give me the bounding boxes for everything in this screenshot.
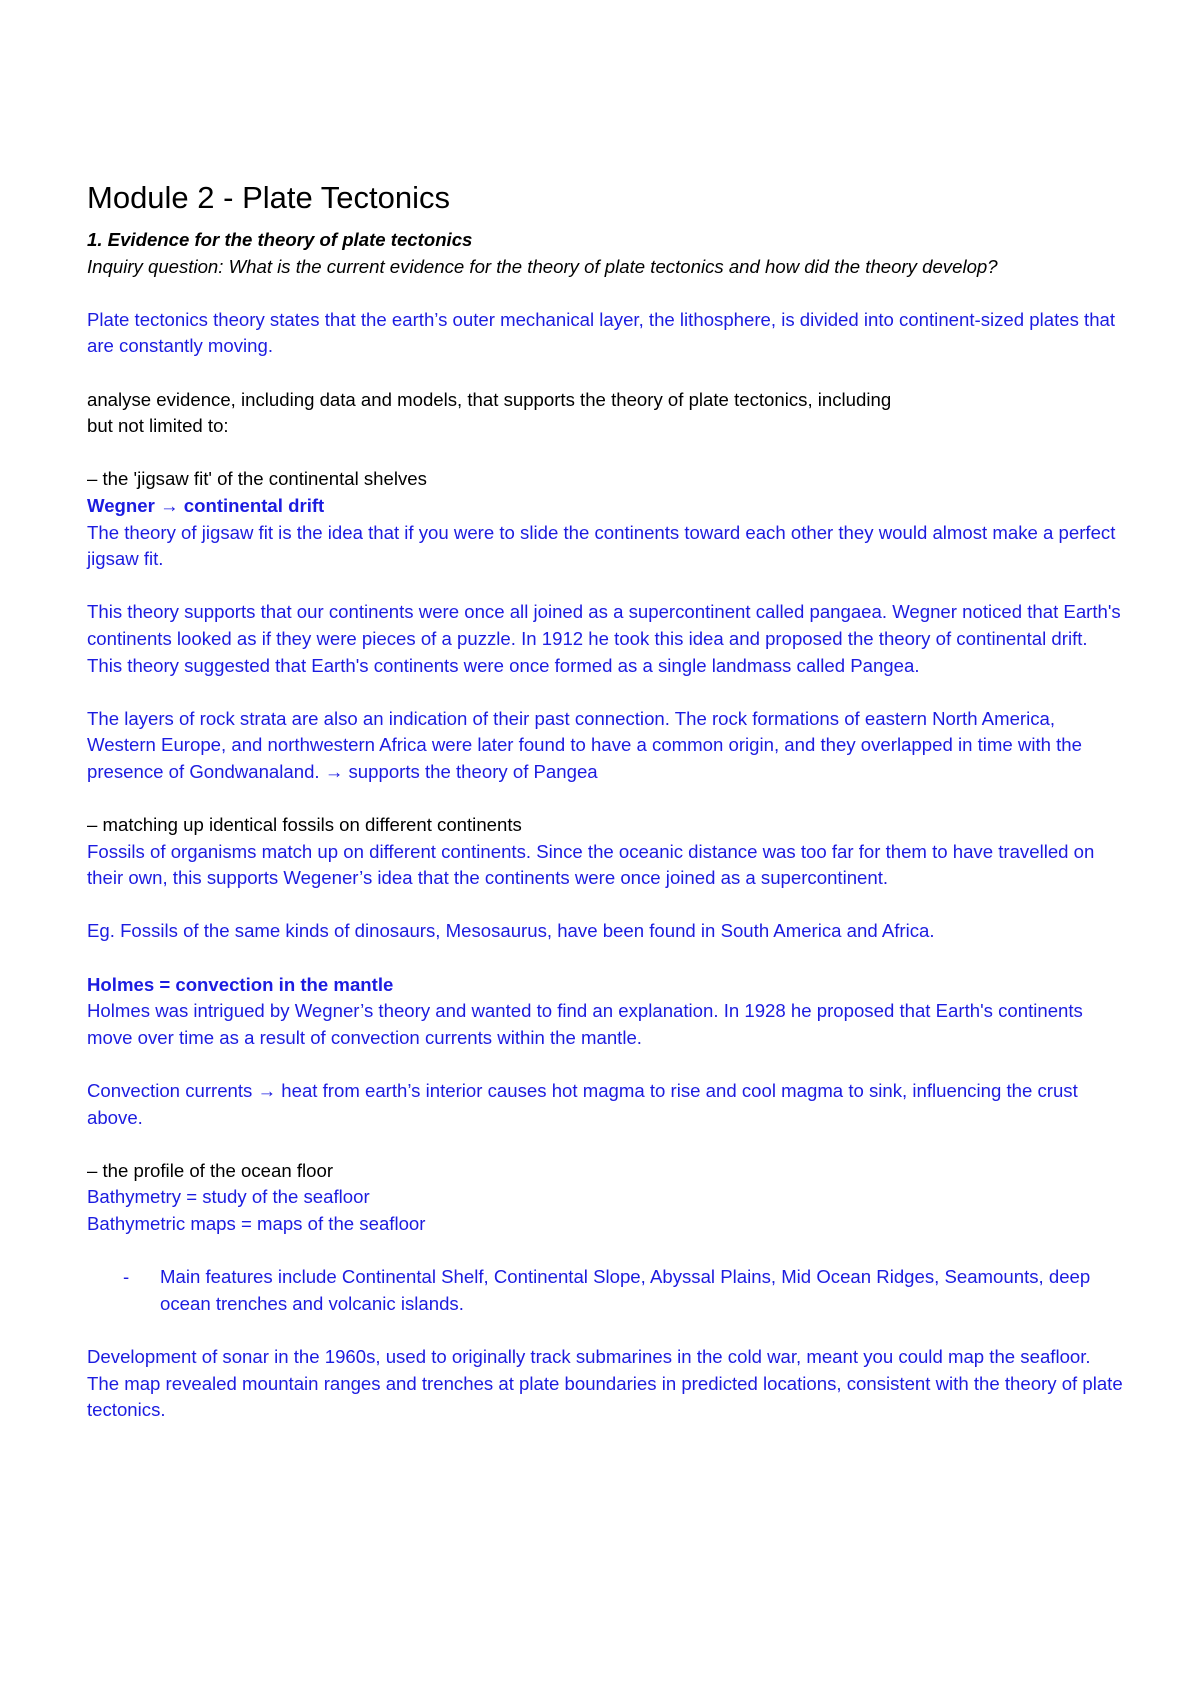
list-item — [87, 1264, 1127, 1317]
ocean-floor-point: – the profile of the ocean floor — [87, 1159, 334, 1181]
intro-paragraph: Plate tectonics theory states that the earth’s outer mechanical layer, the lithosphere, is divided into continent-sized plates that are constantly moving. — [87, 308, 1116, 357]
spacer — [87, 1238, 1127, 1265]
bullet-text: Main features include Continental Shelf, Continental Slope, Abyssal Plains, Mid Ocean Ridges, Seamounts, deep ocean trenches and volcanic islands. — [160, 1266, 1091, 1314]
jigsaw-paragraph-1: The theory of jigsaw fit is the idea that if you were to slide the continents toward each other they would almost make a perfect jigsaw fit. — [87, 521, 1116, 570]
holmes-paragraph-2: Convection currents → heat from earth’s interior causes hot magma to rise and cool magma to sink, influencing the crust above. — [87, 1080, 1078, 1128]
section-heading: 1. Evidence for the theory of plate tectonics — [87, 229, 473, 250]
spacer — [87, 1131, 1127, 1158]
spacer — [87, 280, 1127, 307]
spacer — [87, 1317, 1127, 1344]
spacer — [87, 440, 1127, 467]
bathymetric-maps-line: Bathymetric maps = maps of the seafloor — [87, 1212, 426, 1234]
spacer — [87, 945, 1127, 972]
analyse-line-2: but not limited to: — [87, 415, 229, 437]
spacer — [87, 679, 1127, 706]
spacer — [87, 892, 1127, 919]
holmes-paragraph-1: Holmes was intrigued by Wegner’s theory and wanted to find an explanation. In 1928 he proposed that Earth's continents move over time as a result of convection currents within the mantle. — [87, 1000, 1083, 1048]
holmes-heading: Holmes = convection in the mantle — [87, 973, 394, 995]
page-title: Module 2 - Plate Tectonics — [87, 180, 451, 215]
sonar-paragraph: Development of sonar in the 1960s, used to originally track submarines in the cold war, meant you could map the seafloor. The map revealed mountain ranges and trenches at plate boundaries in predicted locations, consistent with the theory of plate tectonics. — [87, 1345, 1123, 1421]
document-page — [87, 178, 1127, 1424]
spacer — [87, 360, 1127, 387]
jigsaw-paragraph-3: The layers of rock strata are also an indication of their past connection. The rock formations of eastern North America, Western Europe, and northwestern Africa were later found to have a common origin, and they overlapped in time with the presence of Gondwanaland. → supports the theory of Pangea — [87, 707, 1082, 782]
wegner-heading: Wegner → continental drift — [87, 494, 325, 516]
spacer — [87, 785, 1127, 812]
fossils-paragraph-1: Fossils of organisms match up on different continents. Since the oceanic distance was too far for them to have travelled on their own, this supports Wegener’s idea that the continents were once joined as a supercontinent. — [87, 840, 1095, 889]
analyse-line-1: analyse evidence, including data and models, that supports the theory of plate tectonics, including — [87, 388, 892, 410]
bullet-dash: - — [123, 1266, 130, 1288]
fossils-point: – matching up identical fossils on different continents — [87, 814, 522, 836]
fossils-paragraph-2: Eg. Fossils of the same kinds of dinosaurs, Mesosaurus, have been found in South America and Africa. — [87, 920, 935, 942]
bathymetry-line: Bathymetry = study of the seafloor — [87, 1186, 370, 1208]
inquiry-question: Inquiry question: What is the current evidence for the theory of plate tectonics and how did the theory develop? — [87, 255, 998, 277]
spacer — [87, 573, 1127, 600]
spacer — [87, 1051, 1127, 1078]
jigsaw-paragraph-2: This theory supports that our continents were once all joined as a supercontinent called pangaea. Wegner noticed that Earth's continents looked as if they were pieces of a puzzle. In 1912 he took this idea and proposed the theory of continental drift. This theory suggested that Earth's continents were once formed as a single landmass called Pangea. — [87, 601, 1121, 676]
jigsaw-point: – the 'jigsaw fit' of the continental shelves — [87, 468, 427, 490]
